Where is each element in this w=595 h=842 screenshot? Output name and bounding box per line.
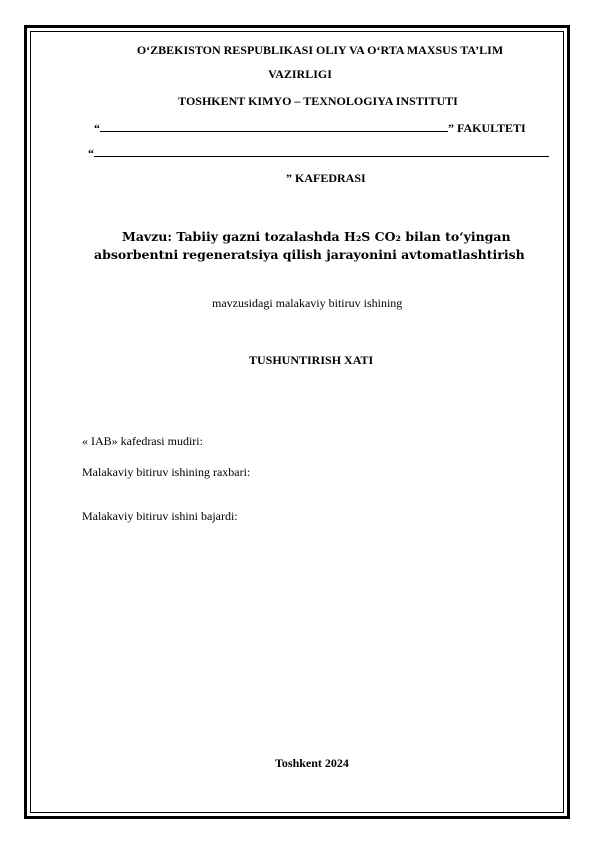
department-suffix: ” KAFEDRASI [286,171,366,185]
institute-name: TOSHKENT KIMYO – TEXNOLOGIYA INSTITUTI [178,94,458,108]
topic-line-2: absorbentni regeneratsiya qilish jarayonini avtomatlashtirish [94,247,525,262]
department-line [88,146,549,161]
author-label: Malakaviy bitiruv ishini bajardi: [82,509,238,523]
subtitle: mavzusidagi malakaviy bitiruv ishining [212,296,403,310]
faculty-suffix: ” FAKULTETI [448,121,526,135]
city-year: Toshkent 2024 [275,756,349,770]
faculty-blank [100,121,448,132]
faculty-line [94,121,526,136]
head-of-department-label: « IAB» kafedrasi mudiri: [82,434,203,448]
department-open-quote: “ [88,146,94,160]
topic-line-1: Mavzu: Tabiiy gazni tozalashda H₂S CO₂ bilan to‘yingan [122,229,511,244]
department-blank [94,146,549,157]
document-title: TUSHUNTIRISH XATI [249,353,374,367]
supervisor-label: Malakaviy bitiruv ishining raxbari: [82,465,251,479]
ministry-line-2: VAZIRLIGI [268,67,332,81]
faculty-open-quote: “ [94,121,100,135]
ministry-line-1: O‘ZBEKISTON RESPUBLIKASI OLIY VA O‘RTA MAXSUS TA’LIM [136,43,504,57]
